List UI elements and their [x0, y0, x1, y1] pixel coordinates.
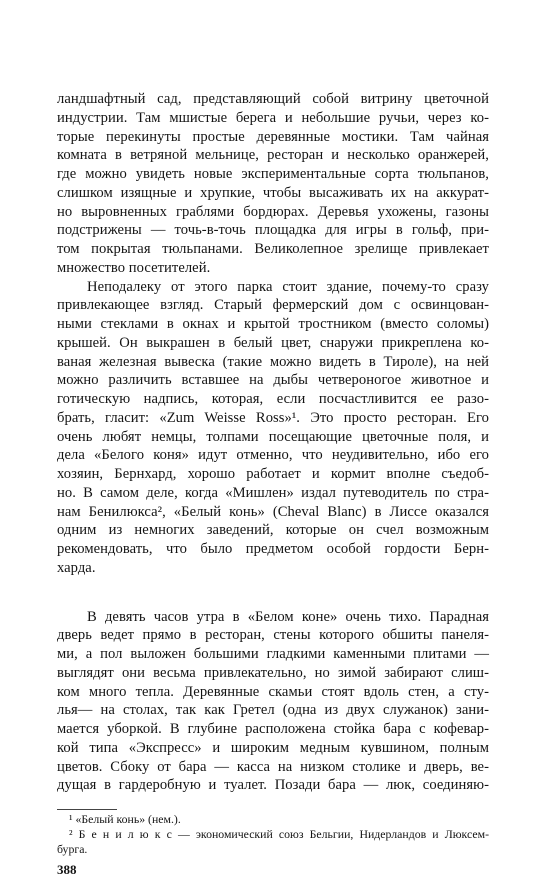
- text-line: ваная железная вывеска (такие можно видеть в Тироле), на ней: [57, 353, 489, 370]
- footnote-2: ² Б е н и л ю к с — экономический союз Бельгии, Нидерландов и Люксем-: [69, 827, 489, 841]
- footnotes: [57, 812, 489, 857]
- text-line: комната в ветряной мельнице, ресторан и несколько оранжерей,: [57, 147, 489, 164]
- text-line: рекомендовать, что было предметом особой гордости Берн-: [57, 541, 489, 557]
- text-line: В девять часов утра в «Белом коне» очень тихо. Парадная: [87, 608, 489, 625]
- text-line: где можно увидеть новые экспериментальные сорта тюльпанов,: [57, 166, 489, 182]
- text-line: можно различить вставшее на дыбы четвероногое животное и: [57, 372, 489, 389]
- text-line: множество посетителей.: [57, 259, 211, 276]
- text-line: ными стеклами в окнах и крытой тростником (вместо соломы): [57, 316, 489, 332]
- text-line: ландшафтный сад, представляющий собой витрину цветочной: [57, 91, 489, 107]
- section-break: [57, 578, 489, 608]
- text-line: мается уборкой. В глубине расположена стойка бара с кофевар-: [57, 721, 489, 737]
- text-line: одним из немногих заведений, которые он счел возможным: [57, 522, 489, 539]
- text-line: цветов. Сбоку от бара — касса на низком столике и дверь, ве-: [57, 758, 489, 775]
- text-line: торые перекинуты простые деревянные мостики. Там чайная: [57, 128, 489, 145]
- text-line: очень любят немцы, толпами посещающие цветочные поля, и: [57, 428, 489, 445]
- paragraph-2: [57, 278, 489, 578]
- text-line: ми, а пол выложен большими гладкими каменными плитами —: [57, 646, 489, 662]
- text-line: выглядят они весьма привлекательно, но зимой забирают слиш-: [57, 664, 489, 681]
- text-line: но выровненных граблями бордюрах. Деревья ухожены, газоны: [57, 203, 489, 220]
- page-number: 388: [57, 862, 77, 877]
- footnote-1: ¹ «Белый конь» (нем.).: [69, 812, 181, 826]
- text-line: дверь ведет прямо в ресторан, стены которого обшиты панеля-: [57, 627, 489, 644]
- text-line: индустрии. Там мшистые берега и небольшие ручьи, через ко-: [57, 109, 489, 126]
- text-line: привлекающее взгляд. Старый фермерский дом с освинцован-: [57, 297, 489, 314]
- text-line: подстрижены — точь-в-точь площадка для игры в гольф, при-: [57, 222, 489, 239]
- text-line: дущая в гардеробную и туалет. Позади бара — люк, соединяю-: [57, 777, 489, 794]
- footnote-2-continuation: бурга.: [57, 842, 88, 856]
- book-page: [57, 90, 489, 878]
- text-line: но. В самом деле, когда «Мишлен» издал путеводитель по стра-: [57, 484, 489, 501]
- text-line: слишком изящные и хрупкие, чтобы высаживать их на аккурат-: [57, 184, 489, 201]
- text-line: том покрытая тюльпанами. Великолепное зрелище привлекает: [57, 241, 489, 257]
- text-line: крышей. Он выкрашен в белый цвет, снаружи прикреплена ко-: [57, 334, 489, 351]
- paragraph-3: [57, 608, 489, 796]
- text-line: Неподалеку от этого парка стоит здание, почему-то сразу: [87, 278, 489, 295]
- text-line: ком много тепла. Деревянные скамьи стоят вдоль стен, а сту-: [57, 683, 489, 700]
- text-line: кой типа «Экспресс» и широким медным кувшином, полным: [57, 739, 489, 756]
- text-line: дела «Белого коня» идут отменно, что неудивительно, ибо его: [57, 447, 489, 464]
- paragraph-1: [57, 90, 489, 278]
- text-line: нам Бенилюкса², «Белый конь» (Cheval Blanc) в Лиссе оказался: [57, 503, 489, 520]
- text-line: лья— на столах, так как Гретел (одна из двух служанок) зани-: [57, 702, 489, 719]
- text-line: готическую надпись, которая, если посчастливится ее разо-: [57, 391, 489, 407]
- text-line: харда.: [57, 559, 96, 576]
- text-line: хозяин, Бернхард, хорошо работает и кормит вполне съедоб-: [57, 466, 489, 482]
- text-line: брать, гласит: «Zum Weisse Ross»¹. Это просто ресторан. Его: [57, 409, 489, 426]
- footnote-divider: [57, 809, 117, 810]
